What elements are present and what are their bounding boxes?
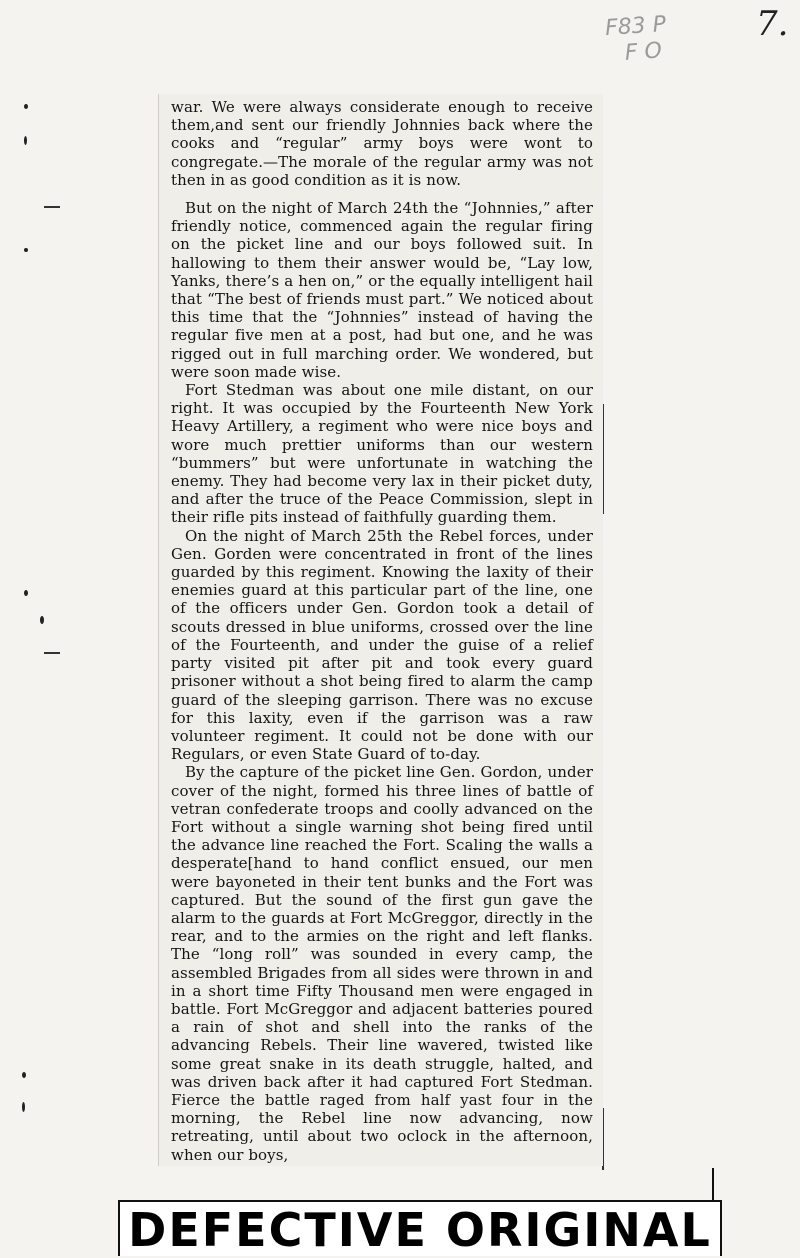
scan-speck xyxy=(24,104,28,109)
article-body xyxy=(171,98,593,1164)
paragraph: war. We were always considerate enough to receive them,and sent our friendly Johnnies back where the cooks and “regular” army boys were wont to congregate.—The morale of the regular army was not then in as good condition as it is now. xyxy=(171,98,593,189)
paragraph: Fort Stedman was about one mile distant, on our right. It was occupied by the Fourteenth New York Heavy Artillery, a regiment who were nice boys and wore much prettier uniforms than our western “bummers” but were unfortunate in watching the enemy. They had become very lax in their picket duty, and after the truce of the Peace Commission, slept in their rifle pits instead of faithfully guarding them. xyxy=(171,381,593,527)
scan-speck xyxy=(24,136,27,145)
handwritten-note xyxy=(604,12,668,68)
paragraph: But on the night of March 24th the “Johnnies,” after friendly notice, commenced again the regular firing on the picket line and our boys followed suit. In hallowing to them their answer would be, “Lay low, Yanks, there’s a hen on,” or the equally intelligent hail that “The best of friends must part.” We noticed about this time that the “Johnnies” instead of having the regular five men at a post, had but one, and he was rigged out in full marching order. We wondered, but were soon made wise. xyxy=(171,199,593,381)
scan-speck xyxy=(40,616,44,624)
defective-original-stamp: DEFECTIVE ORIGINAL xyxy=(118,1200,722,1256)
scan-speck xyxy=(22,1102,25,1112)
handwritten-note-line2: F O xyxy=(624,38,663,66)
paragraph: By the capture of the picket line Gen. Gordon, under cover of the night, formed his three lines of battle of vetran confederate troops and coolly advanced on the Fort without a single warning shot being fired until the advance line reached the Fort. Scaling the walls a desperate[hand to hand conflict ensued, our men were bayoneted in their tent bunks and the Fort was captured. But the sound of the first gun gave the alarm to the guards at Fort McGreggor, directly in the rear, and to the armies on the right and left flanks. The “long roll” was sounded in every camp, the assembled Brigades from all sides were thrown in and in a short time Fifty Thousand men were engaged in battle. Fort McGreggor and adjacent batteries poured a rain of shot and shell into the ranks of the advancing Rebels. Their line wavered, twisted like some great snake in its death struggle, halted, and was driven back after it had captured Fort Stedman. Fierce the battle raged from half yast four in the morning, the Rebel line now advancing, now retreating, until about two oclock in the afternoon, when our boys, xyxy=(171,763,593,1164)
newspaper-clipping xyxy=(158,94,603,1166)
scan-dash xyxy=(44,206,60,208)
page-number: 7. xyxy=(756,4,789,44)
scan-speck xyxy=(24,248,28,252)
handwritten-note-line1: F83 P xyxy=(604,11,667,42)
scan-speck xyxy=(22,1072,26,1078)
scan-dash xyxy=(44,652,60,654)
scan-speck xyxy=(24,590,28,596)
paragraph: On the night of March 25th the Rebel forces, under Gen. Gorden were concentrated in front of the lines guarded by this regiment. Knowing the laxity of their enemies guard at this particular part of the line, one of the officers under Gen. Gordon took a detail of scouts dressed in blue uniforms, crossed over the line of the Fourteenth, and under the guise of a relief party visited pit after pit and took every guard prisoner without a shot being fired to alarm the camp guard of the sleeping garrison. There was no excuse for this laxity, even if the garrison was a raw volunteer regiment. It could not be done with our Regulars, or even State Guard of to-day. xyxy=(171,526,593,764)
